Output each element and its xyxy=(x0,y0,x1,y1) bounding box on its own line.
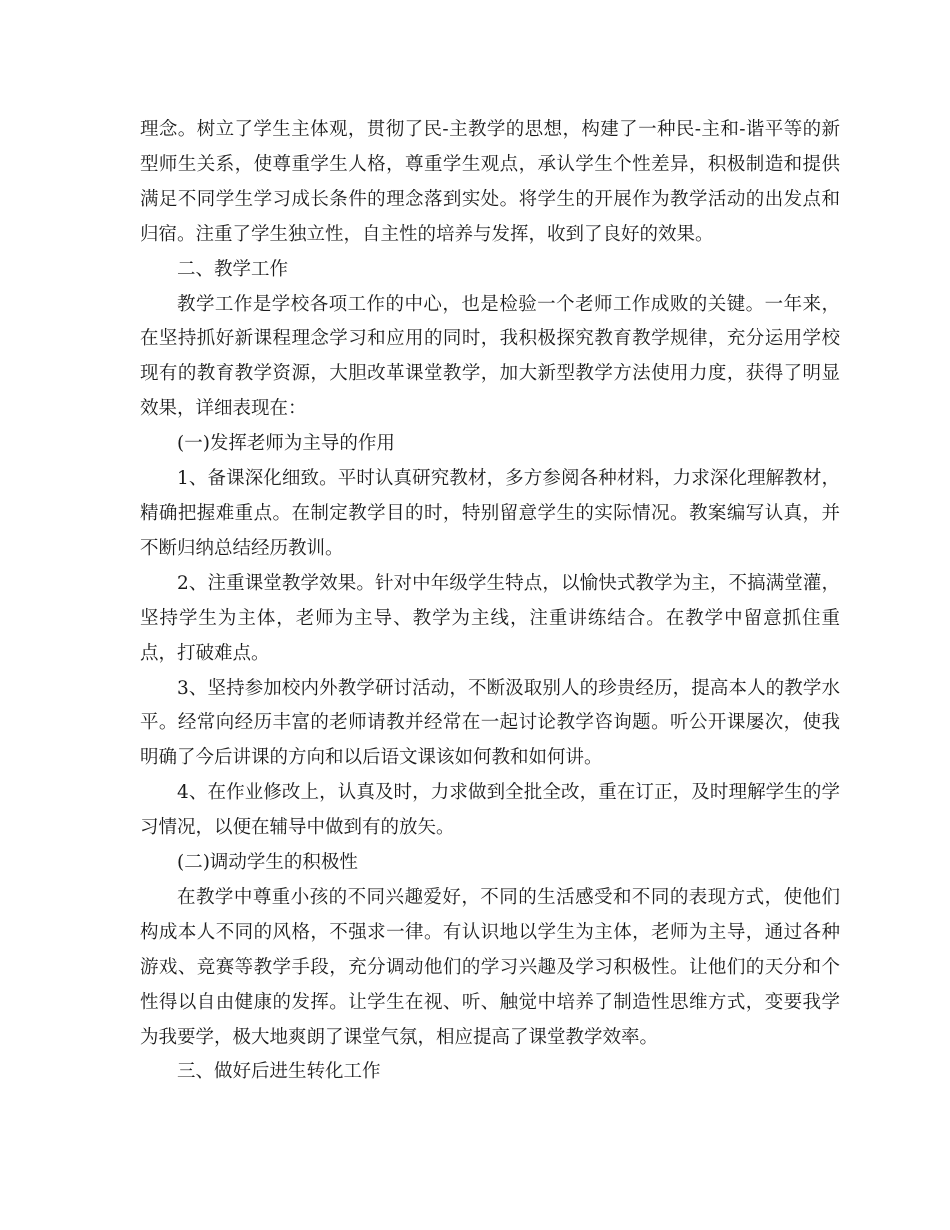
list-item-classroom-effect: 2、注重课堂教学效果。针对中年级学生特点，以愉快式教学为主，不搞满堂灌，坚持学生为主体，老师为主导、教学为主线，注重讲练结合。在教学中留意抓住重点，打破难点。 xyxy=(140,572,840,664)
paragraph-student-motivation: 在教学中尊重小孩的不同兴趣爱好，不同的生活感受和不同的表现方式，使他们构成本人不同的风格，不强求一律。有认识地以学生为主体，老师为主导，通过各种游戏、竞赛等教学手段，充分调动他们的学习兴趣及学习积极性。让他们的天分和个性得以自由健康的发挥。让学生在视、听、触觉中培养了制造性思维方式，变要我学为我要学，极大地爽朗了课堂气氛，相应提高了课堂教学效率。 xyxy=(140,886,840,1048)
document-body xyxy=(140,113,840,1090)
subsection-heading-teacher-role: (一)发挥老师为主导的作用 xyxy=(177,433,395,455)
list-item-research-activities: 3、坚持参加校内外教学研讨活动，不断汲取别人的珍贵经历，提高本人的教学水平。经常向经历丰富的老师请教并经常在一起讨论教学咨询题。听公开课屡次，使我明确了今后讲课的方向和以后语文课该如何教和如何讲。 xyxy=(140,677,840,769)
paragraph-continuation: 理念。树立了学生主体观，贯彻了民-主教学的思想，构建了一种民-主和-谐平等的新型师生关系，使尊重学生人格，尊重学生观点，承认学生个性差异，积极制造和提供满足不同学生学习成长条件的理念落到实处。将学生的开展作为教学活动的出发点和归宿。注重了学生独立性，自主性的培养与发挥，收到了良好的效果。 xyxy=(140,119,840,245)
paragraph-teaching-overview: 教学工作是学校各项工作的中心，也是检验一个老师工作成败的关键。一年来，在坚持抓好新课程理念学习和应用的同时，我积极探究教育教学规律，充分运用学校现有的教育教学资源，大胆改革课堂教学，加大新型教学方法使用力度，获得了明显效果，详细表现在： xyxy=(140,293,840,420)
section-heading-underachievers: 三、做好后进生转化工作 xyxy=(177,1061,381,1083)
subsection-heading-student-motivation: (二)调动学生的积极性 xyxy=(177,852,358,874)
list-item-homework-correction: 4、在作业修改上，认真及时，力求做到全批全改，重在订正，及时理解学生的学习情况，以便在辅导中做到有的放矢。 xyxy=(140,782,840,839)
section-heading-teaching-work: 二、教学工作 xyxy=(177,258,289,280)
list-item-lesson-prep: 1、备课深化细致。平时认真研究教材，多方参阅各种材料，力求深化理解教材，精确把握难重点。在制定教学目的时，特别留意学生的实际情况。教案编写认真，并不断归纳总结经历教训。 xyxy=(140,468,840,559)
